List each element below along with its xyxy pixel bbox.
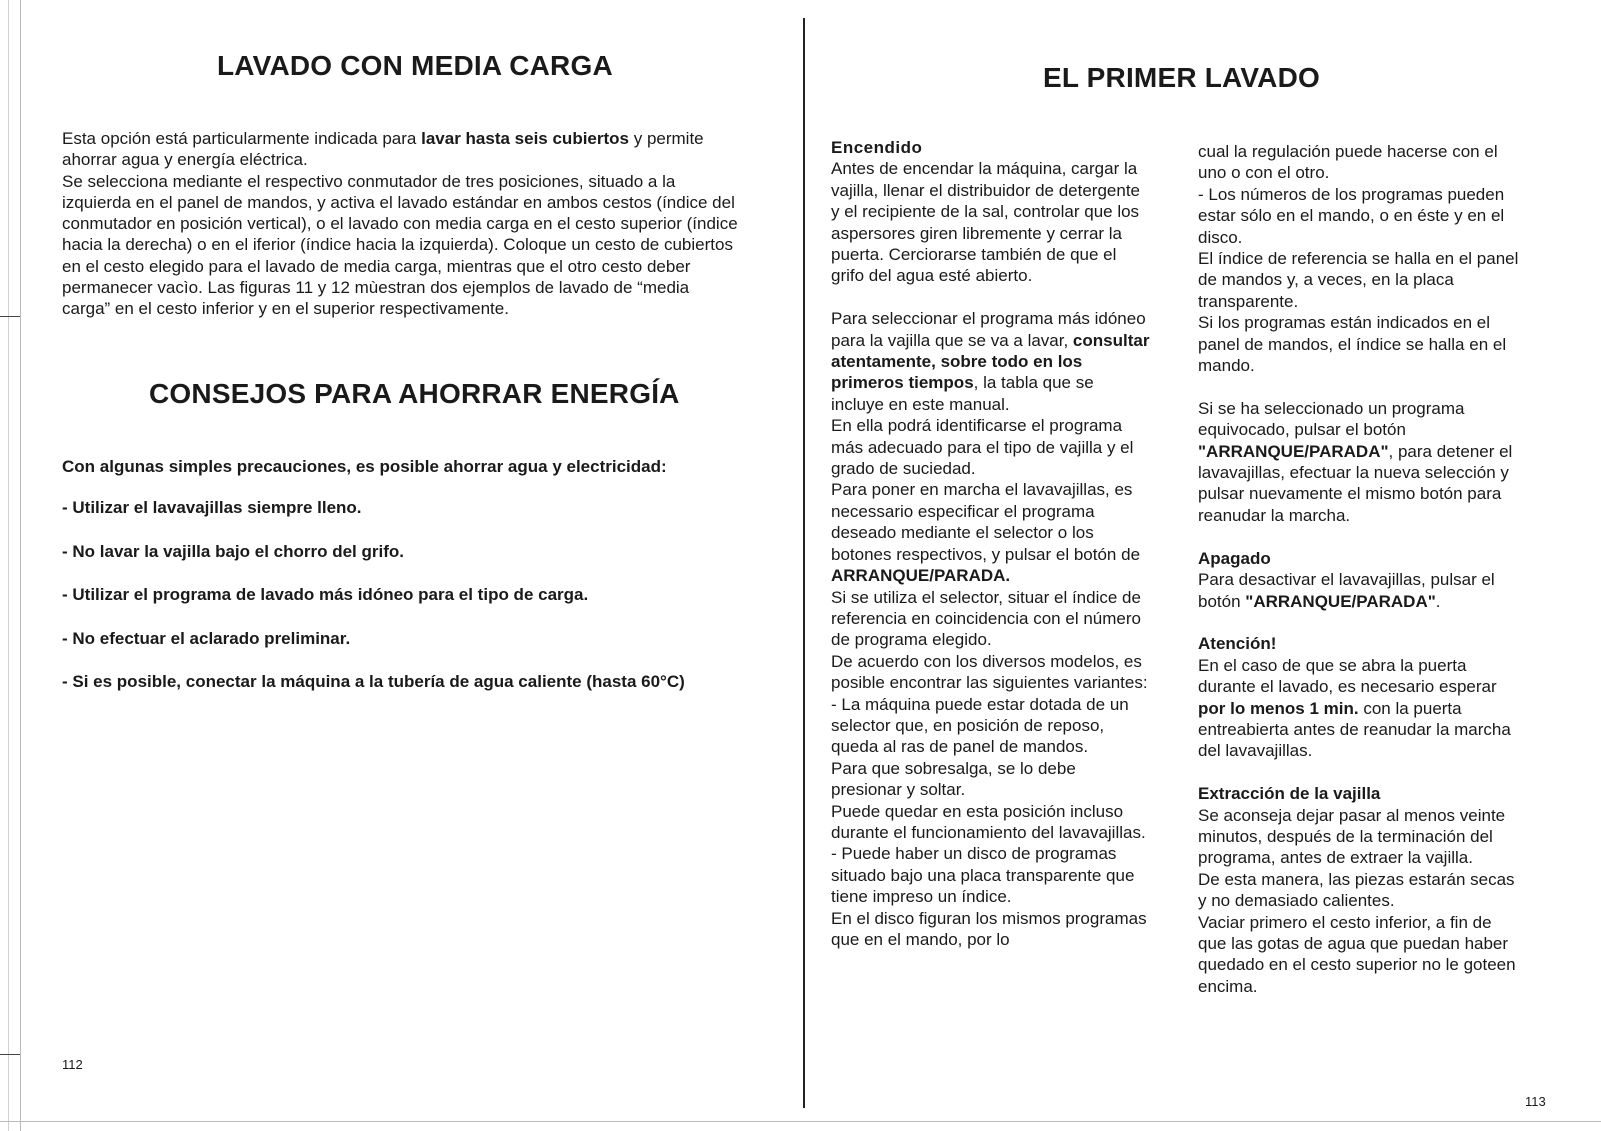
paragraph-disc: En el disco figuran los mismos programas que en el mando, por lo	[831, 908, 1147, 950]
energy-tips-list	[62, 498, 802, 716]
half-load-paragraph-1: Esta opción está particularmente indicada para lavar hasta seis cubiertos y permite ahorrar agua y energía eléctrica.	[62, 129, 704, 170]
energy-tip: - Utilizar el lavavajillas siempre lleno.	[62, 498, 362, 517]
energy-tip: - No efectuar el aclarado preliminar.	[62, 628, 351, 648]
heading-attention: Atención!	[1198, 634, 1277, 654]
column-1	[831, 137, 1151, 950]
paragraph-continued: cual la regulación puede hacerse con el uno o con el otro.	[1198, 142, 1498, 183]
column-2	[1198, 141, 1523, 997]
heading-power-off: Apagado	[1198, 548, 1271, 568]
paragraph-table: En ella podrá identificarse el programa más adecuado para el tipo de vajilla y el grado de suciedad.	[831, 416, 1134, 479]
energy-tip: - Utilizar el programa de lavado más idóneo para el tipo de carga.	[62, 585, 589, 604]
paragraph-start: Para poner en marcha el lavavajillas, es necessario especificar el programa deseado mediante el selector o los botones respectivos, y pulsar el botón de ARRANQUE/PARADA.	[831, 480, 1141, 586]
paragraph-power-off: Para desactivar el lavavajillas, pulsar el botón "ARRANQUE/PARADA".	[1198, 570, 1495, 611]
paragraph-numbers: - Los números de los programas pueden estar sólo en el mando, o en éste y en el disco.	[1198, 184, 1505, 247]
paragraph-dry: De esta manera, las piezas estarán secas y no demasiado calientes.	[1198, 869, 1515, 911]
paragraph-index: El índice de referencia se halla en el panel de mandos y, a veces, en la placa transparente.	[1198, 249, 1519, 311]
paragraph-variant-2: - Puede haber un disco de programas situado bajo una placa transparente que tiene impreso un índice.	[831, 844, 1135, 907]
energy-tip: - Si es posible, conectar la máquina a la tubería de agua caliente (hasta 60°C)	[62, 672, 685, 691]
paragraph-indicated: Si los programas están indicados en el panel de mandos, el índice se halla en el mando.	[1198, 313, 1507, 376]
page-number: 112	[62, 1057, 83, 1072]
paragraph-extraction: Se aconseja dejar pasar al menos veinte minutos, después de la terminación del programa, antes de extraer la vajilla.	[1198, 805, 1506, 868]
paragraph-wrong-program: Si se ha seleccionado un programa equivocado, pulsar el botón "ARRANQUE/PARADA", para detener el lavavajillas, efectuar la nueva selección y pulsar nuevamente el mismo botón para reanudar la marcha.	[1198, 398, 1513, 525]
title-half-load: LAVADO CON MEDIA CARGA	[217, 50, 613, 81]
title-first-wash: EL PRIMER LAVADO	[1043, 62, 1320, 93]
left-page	[0, 0, 800, 1131]
page-number: 113	[1525, 1094, 1546, 1109]
title-energy: CONSEJOS PARA AHORRAR ENERGÍA	[149, 378, 680, 409]
energy-tip: - No lavar la vajilla bajo el chorro del grifo.	[62, 541, 404, 561]
half-load-paragraph-2: Se selecciona mediante el respectivo conmutador de tres posiciones, situado a la izquierda en el panel de mandos, y activa el lavado estándar en ambos cestos (índice del conmutador en posición vertical), o el lavado con media carga en el cesto superior (índice hacia la derecha) o en el iferior (índice hacia la izquierda). Coloque un cesto de cubiertos en el cesto elegido para el lavado de media carga, mientras que el otro cesto deber permanecer vacìo. Las figuras 11 y 12 mùestran dos ejemplos de lavado de “media carga” en el cesto inferior y en el superior respectivamente.	[62, 171, 738, 319]
paragraph-press: Para que sobresalga, se lo debe presionar y soltar.	[831, 758, 1076, 800]
paragraph-models: De acuerdo con los diversos modelos, es posible encontrar las siguientes variantes:	[831, 651, 1148, 693]
energy-intro: Con algunas simples precauciones, es posible ahorrar agua y electricidad:	[62, 457, 667, 476]
paragraph-power-on: Antes de encendar la máquina, cargar la vajilla, llenar el distribuidor de detergente y el recipiente de la sal, controlar que los aspersores giren libremente y cerrar la puerta. Cerciorarse también de que el grifo del agua esté abierto.	[831, 159, 1141, 286]
paragraph-empty: Vaciar primero el cesto inferior, a fin de que las gotas de agua que puedan haber quedado en el cesto superior no le goteen encima.	[1198, 912, 1516, 996]
paragraph-stay: Puede quedar en esta posición incluso durante el funcionamiento del lavavajillas.	[831, 801, 1146, 842]
heading-extraction: Extracción de la vajilla	[1198, 784, 1381, 804]
paragraph-attention: En el caso de que se abra la puerta durante el lavado, es necesario esperar por lo menos 1 min. con la puerta entreabierta antes de reanudar la marcha del lavavajillas.	[1198, 655, 1511, 761]
heading-power-on: Encendido	[831, 138, 923, 157]
paragraph-variant-1: - La máquina puede estar dotada de un selector que, en posición de reposo, queda al ras de panel de mandos.	[831, 694, 1129, 757]
right-page	[805, 0, 1601, 1131]
half-load-text	[62, 128, 742, 320]
paragraph-select-program: Para seleccionar el programa más idóneo para la vajilla que se va a lavar, consultar atentamente, sobre todo en los primeros tiempos, la tabla que se incluye en este manual.	[831, 309, 1150, 414]
paragraph-selector: Si se utiliza el selector, situar el índice de referencia en coincidencia con el número de programa elegido.	[831, 587, 1141, 650]
